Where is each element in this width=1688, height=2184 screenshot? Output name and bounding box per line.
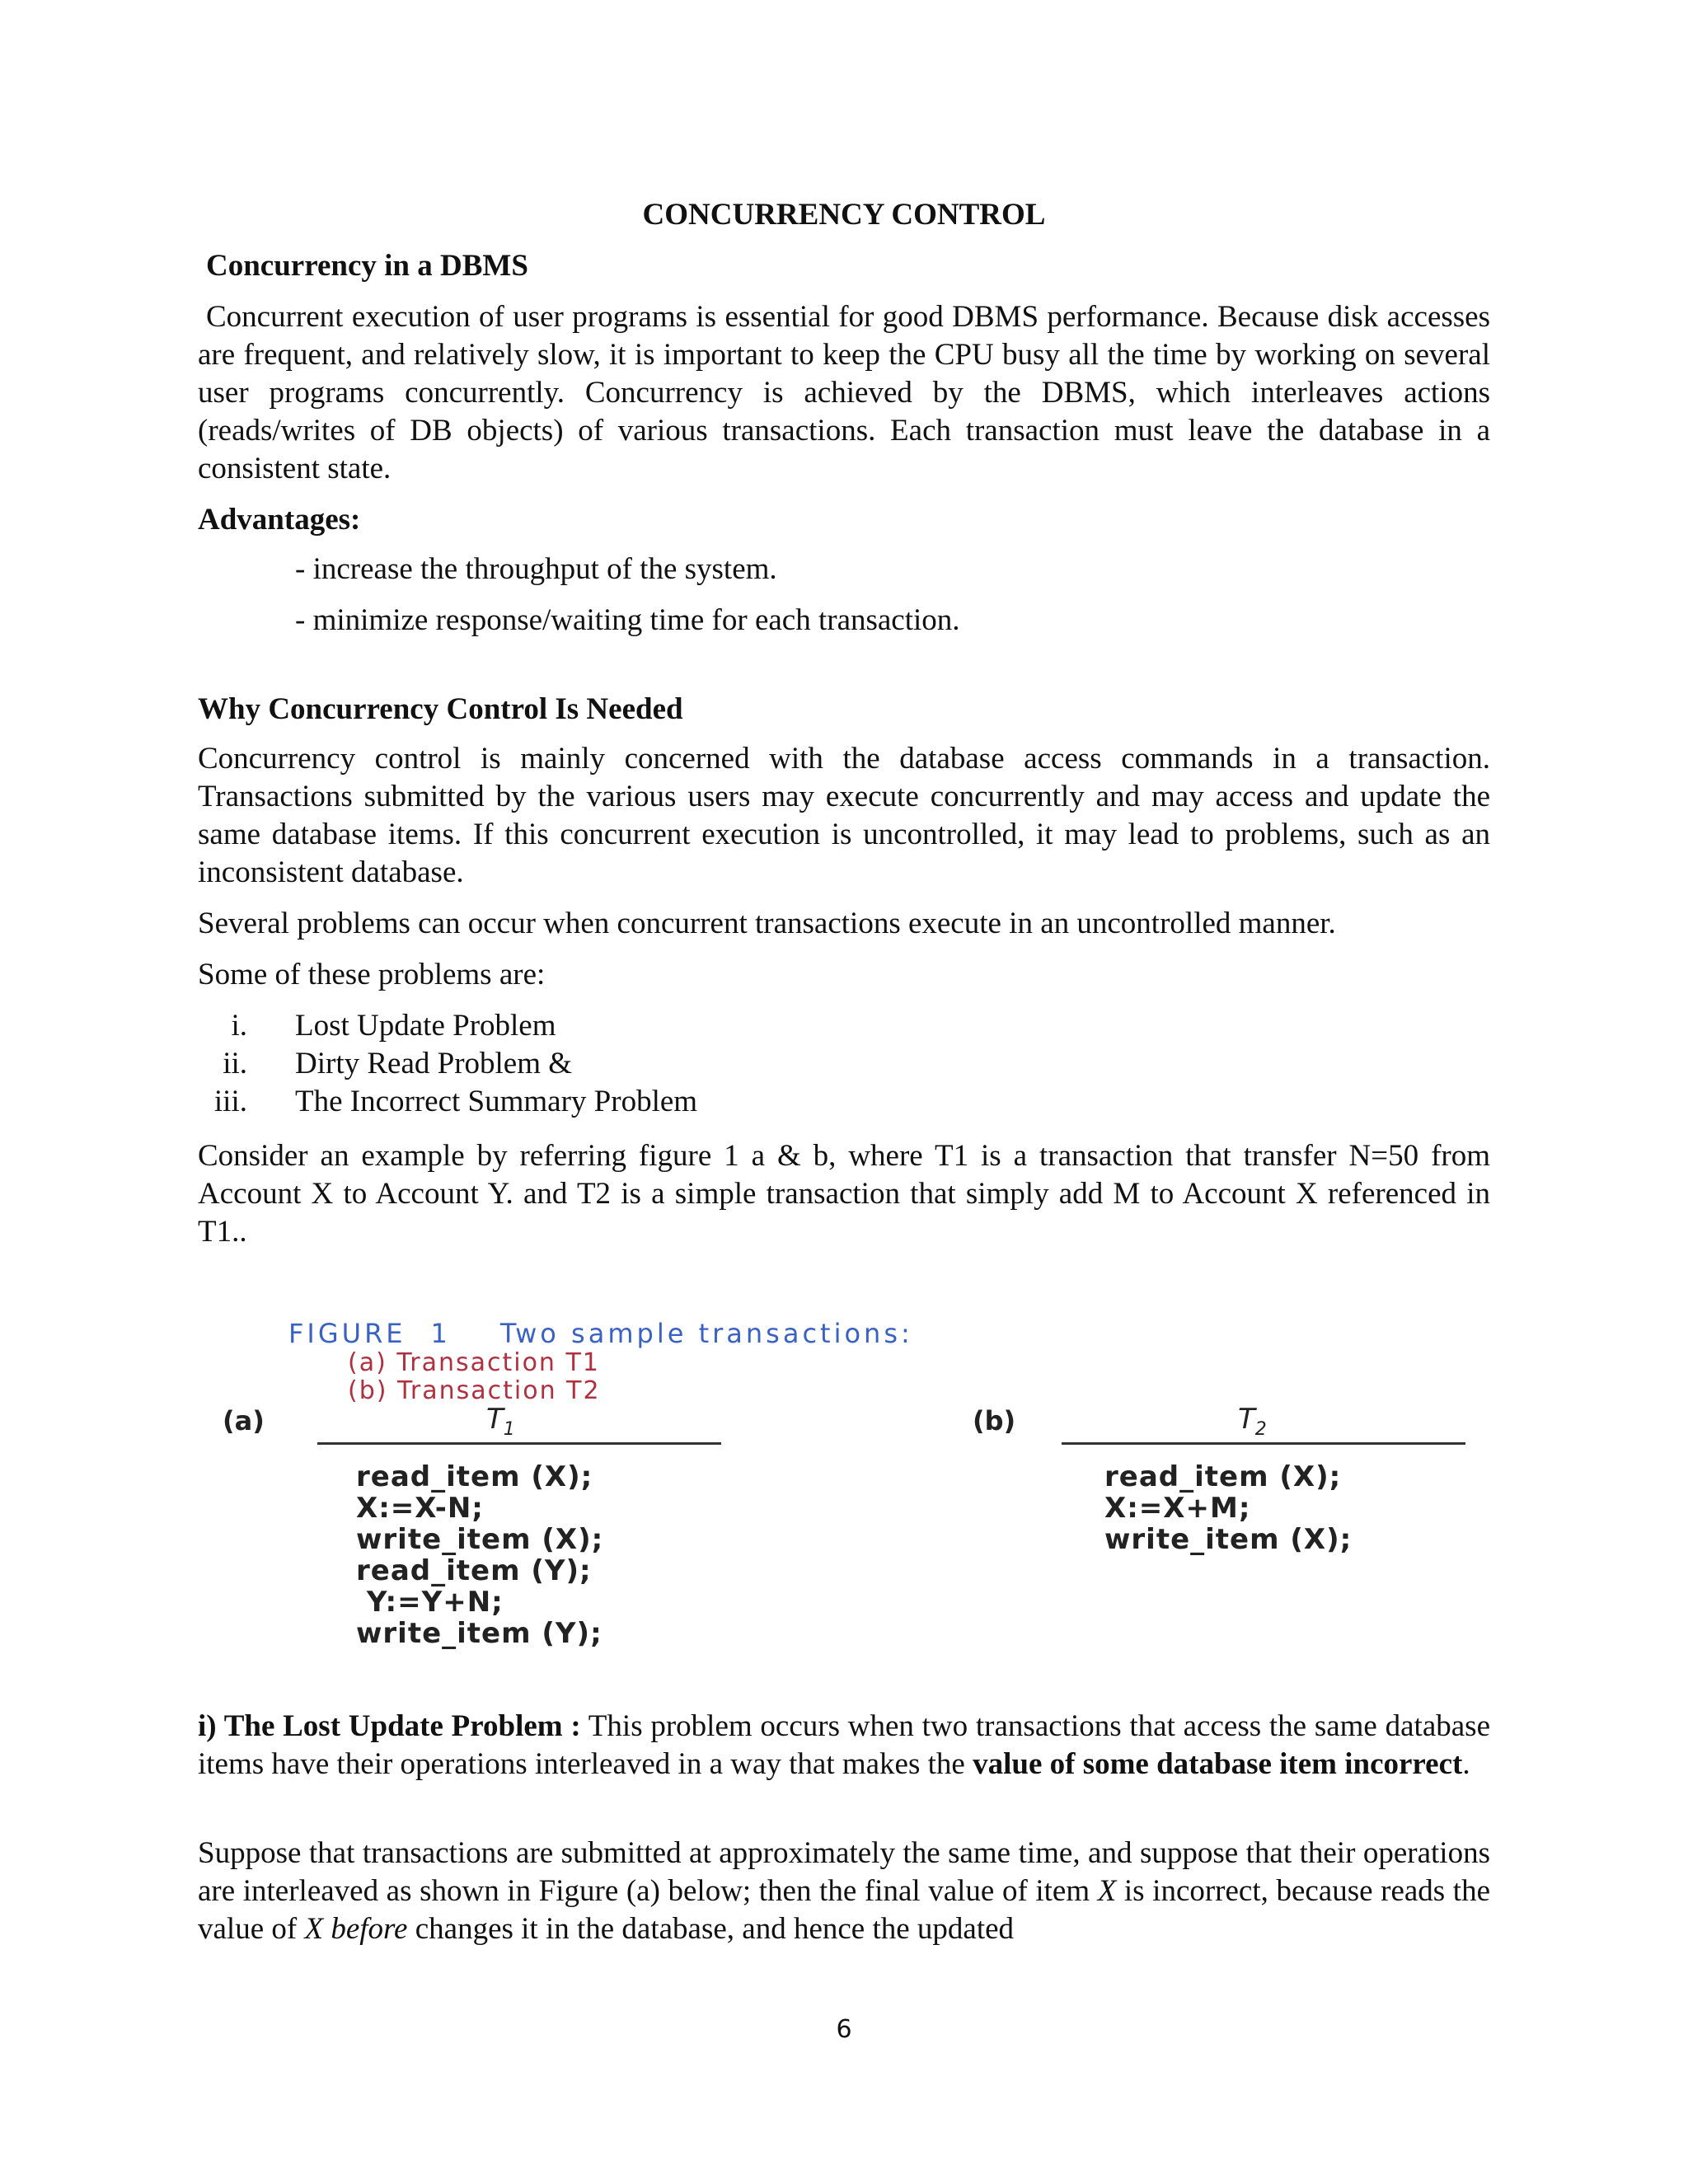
lost-update-bold: value of some database item incorrect (973, 1747, 1463, 1781)
figure-rule-a (317, 1442, 721, 1445)
paragraph-lost-update (198, 1708, 1490, 1783)
section-heading-concurrency: Concurrency in a DBMS (206, 249, 528, 283)
lost-update-text: This problem occurs when two transactions that access the same database items have their operations interleaved in a way that makes the (198, 1709, 1490, 1781)
paragraph-problems-intro: Several problems can occur when concurrent transactions execute in an uncontrolled manner. (198, 907, 1336, 940)
transaction-t1-subscript: 1 (503, 1418, 515, 1440)
figure-caption-number: 1 (430, 1318, 451, 1349)
paragraph-concurrency: Concurrent execution of user programs is essential for good DBMS performance. Because disk accesses are frequent, and relatively slow, it is important to keep the CPU busy all the time by working on several user programs concurrently. Concurrency is achieved by the DBMS, which interleaves actions (reads/writes of DB objects) of various transactions. Each transaction must leave the database in a consistent state. (198, 300, 1490, 485)
list-item (198, 1007, 1352, 1045)
list-number: i. (231, 1009, 247, 1043)
code-line: read_item (X); (356, 1460, 593, 1493)
code-line: Y:=Y+N; (356, 1586, 504, 1619)
transaction-t2-name (1238, 1400, 1267, 1449)
advantage-item: - increase the throughput of the system. (295, 552, 777, 586)
code-line: X:=X+M; (1104, 1492, 1251, 1525)
figure-label-b: (b) (973, 1405, 1016, 1436)
list-text: The Incorrect Summary Problem (295, 1085, 698, 1118)
paragraph-lost-update-example (198, 1835, 1490, 1948)
figure-caption-label: FIGURE (288, 1318, 406, 1349)
page-number: 6 (836, 2015, 852, 2044)
transaction-t1-letter: T (486, 1403, 504, 1436)
transaction-t2-letter: T (1238, 1403, 1255, 1436)
paragraph-why: Concurrency control is mainly concerned with the database access commands in a transaction. Transactions submitted by the various users may execute concurrently and may access and update the same database items. If this concurrent execution is uncontrolled, it may lead to problems, such as an inconsistent database. (198, 742, 1490, 889)
figure-label-a: (a) (223, 1405, 265, 1436)
example-text-a: Suppose that transactions are submitted at approximately the same time, and suppose that their operations are interleaved as shown in Figure (a) below; then the final value of item (198, 1836, 1490, 1908)
code-line: X:=X-N; (356, 1492, 484, 1525)
advantage-item: - minimize response/waiting time for each transaction. (295, 603, 960, 637)
transaction-t2-code (1104, 1461, 1352, 1555)
transaction-t1-code (356, 1461, 603, 1649)
figure-rule-b (1062, 1442, 1465, 1445)
example-item-x: X (1097, 1874, 1117, 1908)
transaction-t2-subscript: 2 (1254, 1418, 1267, 1440)
figure-caption-text: Two sample transactions: (499, 1318, 913, 1349)
figure-subcaption-b: (b) Transaction T2 (348, 1376, 601, 1405)
list-text: Lost Update Problem (295, 1009, 556, 1043)
list-item (198, 1045, 1352, 1083)
transaction-t1-name (486, 1400, 515, 1449)
paragraph-example: Consider an example by referring figure 1 a & b, where T1 is a transaction that transfer N=50 from Account X to Account Y. and T2 is a simple transaction that simply add M to Account X referenced in T1.. (198, 1139, 1490, 1249)
section-heading-lost-update: i) The Lost Update Problem : (198, 1709, 581, 1743)
list-text: Dirty Read Problem & (295, 1047, 573, 1080)
example-item-x: X (304, 1912, 324, 1946)
lost-update-end: . (1462, 1747, 1470, 1781)
page-title: CONCURRENCY CONTROL (642, 198, 1046, 232)
code-line: write_item (Y); (356, 1617, 603, 1650)
figure-transactions (223, 1315, 1492, 1661)
example-text-c: changes it in the database, and hence the updated (407, 1912, 1015, 1946)
example-text-b: is incorrect, because reads the value of (198, 1874, 1490, 1946)
code-line: write_item (X); (1104, 1523, 1353, 1556)
figure-subcaption-a: (a) Transaction T1 (348, 1348, 600, 1377)
advantages-heading: Advantages: (198, 503, 361, 537)
code-line: read_item (Y); (356, 1554, 592, 1587)
paragraph-problems-list-intro: Some of these problems are: (198, 958, 546, 991)
code-line: write_item (X); (356, 1523, 604, 1556)
section-heading-why: Why Concurrency Control Is Needed (198, 692, 683, 726)
list-number: ii. (223, 1047, 247, 1080)
list-item (198, 1083, 1352, 1121)
example-before: before (323, 1912, 408, 1946)
code-line: read_item (X); (1104, 1460, 1342, 1493)
list-number: iii. (213, 1085, 247, 1118)
